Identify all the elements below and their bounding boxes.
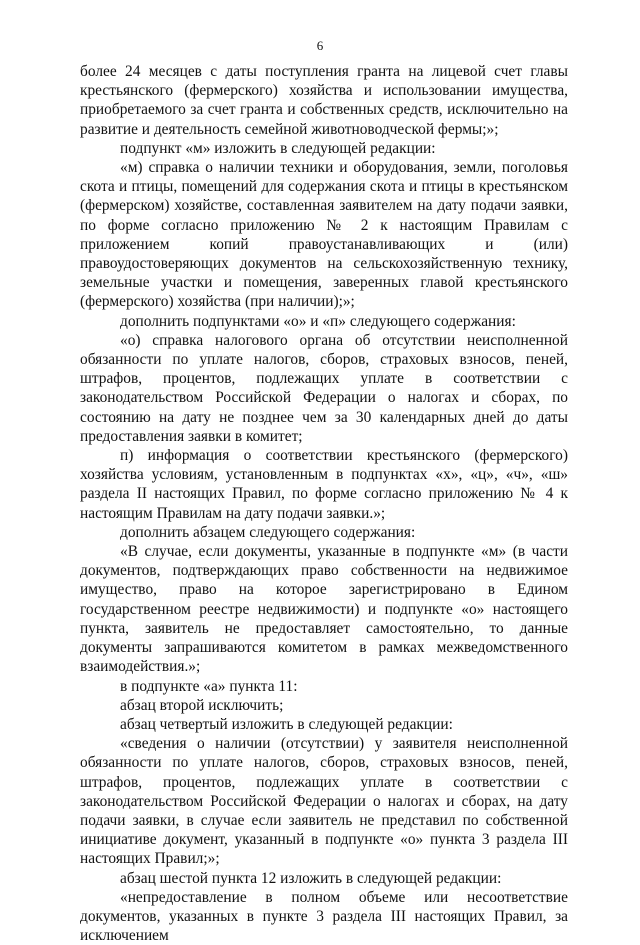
paragraph: абзац второй исключить; xyxy=(120,696,284,714)
document-body xyxy=(80,62,568,945)
paragraph: дополнить подпунктами «о» и «п» следующего содержания: xyxy=(120,312,516,330)
page-number: 6 xyxy=(316,38,324,53)
paragraph: «м) справка о наличии техники и оборудования, земли, поголовья скота и птицы, помещений для содержания скота и птицы в крестьянском (фермерском) хозяйстве, составленная заявителем на дату подачи заявки, по форме согласно приложению № 2 к настоящим Правилам с приложением копий правоустанавливающих и (или) правоудостоверяющих документов на сельскохозяйственную технику, земельные участки и помещения, заверенных главой крестьянского (фермерского) хозяйства (при наличии);»; xyxy=(80,159,568,311)
paragraph: «В случае, если документы, указанные в подпункте «м» (в части документов, подтверждающих право собственности на недвижимое имущество, право на которое зарегистрировано в Едином государственном реестре недвижимости) и подпункте «о» настоящего пункта, заявитель не предоставляет самостоятельно, то данные документы запрашиваются комитетом в рамках межведомственного взаимодействия.»; xyxy=(80,543,568,676)
paragraph: абзац четвертый изложить в следующей редакции: xyxy=(120,715,453,733)
paragraph: более 24 месяцев с даты поступления гранта на лицевой счет главы крестьянского (фермерского) хозяйства и использовании имущества, приобретаемого за счет гранта и собственных средств, исключительно на развитие и деятельность семейной животноводческой фермы;»; xyxy=(80,63,568,138)
paragraph: «непредоставление в полном объеме или несоответствие документов, указанных в пункте 3 раздела III настоящих Правил, за исключением xyxy=(80,888,568,945)
paragraph: «о) справка налогового органа об отсутствии неисполненной обязанности по уплате налогов, сборов, страховых взносов, пеней, штрафов, процентов, подлежащих уплате в соответствии с законодательством Российской Федерации о налогах и сборах, по состоянию на дату не позднее чем за 30 календарных дней до даты предоставления заявки в комитет; xyxy=(80,331,568,445)
paragraph: дополнить абзацем следующего содержания: xyxy=(120,523,416,541)
paragraph: абзац шестой пункта 12 изложить в следующей редакции: xyxy=(120,869,502,887)
paragraph: «сведения о наличии (отсутствии) у заявителя неисполненной обязанности по уплате налогов, сборов, страховых взносов, пеней, штрафов, процентов, подлежащих уплате в соответствии с законодательством Российской Федерации о налогах и сборах, на дату подачи заявки, в случае если заявитель не представил по собственной инициативе документ, указанный в подпункте «о» пункта 3 раздела III настоящих Правил;»; xyxy=(80,735,568,868)
paragraph: п) информация о соответствии крестьянского (фермерского) хозяйства условиям, установленным в подпунктах «х», «ц», «ч», «ш» раздела II настоящих Правил, по форме согласно приложению № 4 к настоящим Правилам на дату подачи заявки.»; xyxy=(80,447,568,522)
paragraph: подпункт «м» изложить в следующей редакции: xyxy=(120,139,436,157)
paragraph: в подпункте «а» пункта 11: xyxy=(120,677,298,695)
